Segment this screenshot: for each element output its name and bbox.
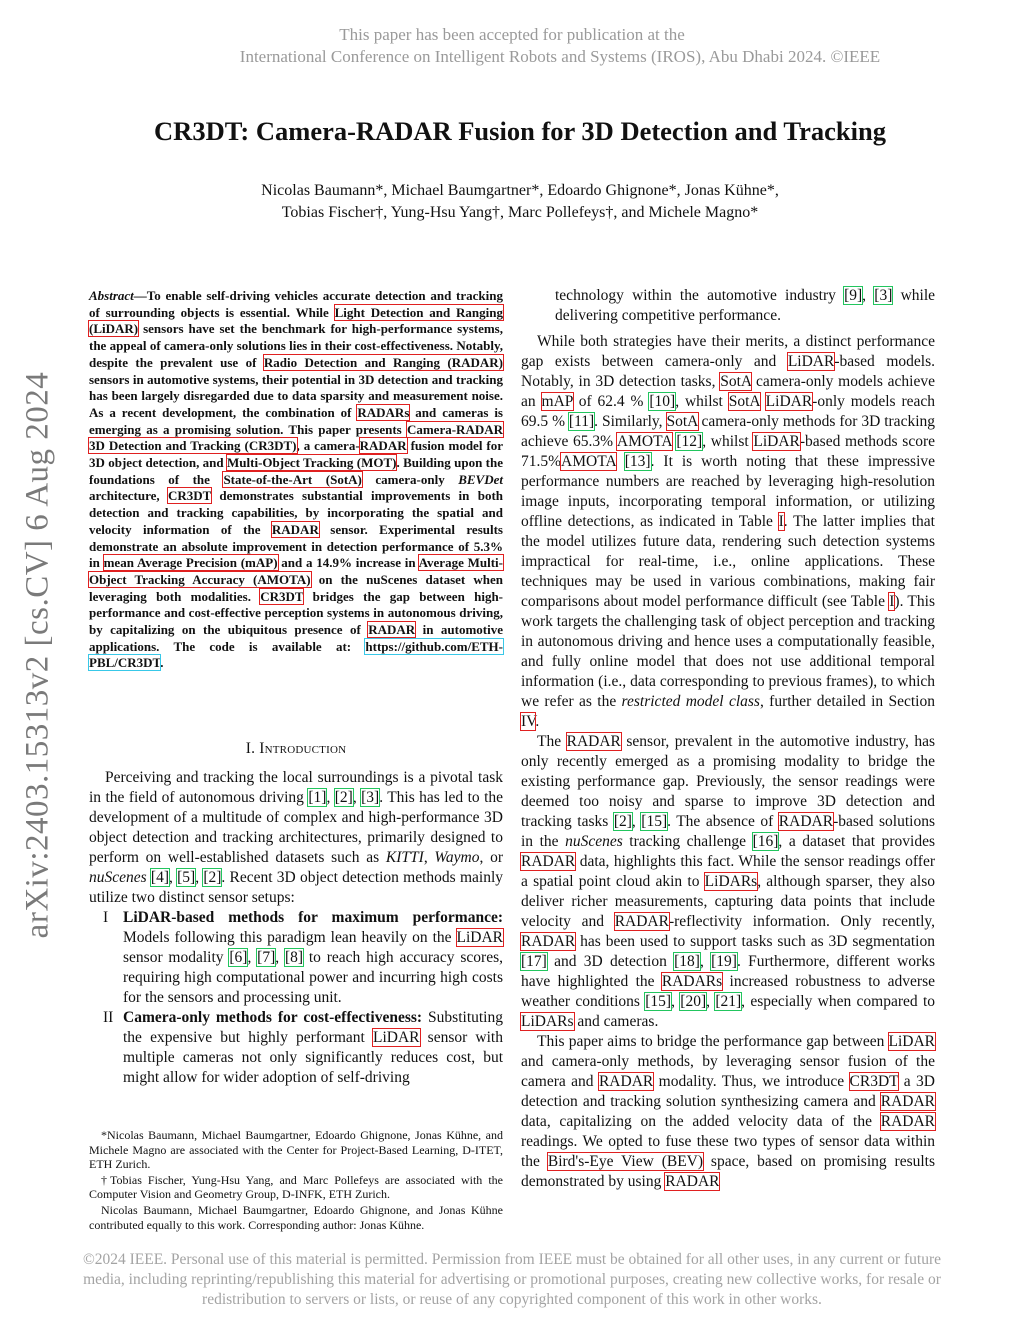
citation-link[interactable]: [21] xyxy=(715,993,742,1010)
citation-link[interactable]: [4] xyxy=(150,869,169,886)
footnote-1: *Nicolas Baumann, Michael Baumgartner, Edoardo Ghignone, Jonas Kühne, and Michele Magno are associated with the Center for Project-Based Learning, D-ITET, ETH Zurich. xyxy=(89,1128,503,1172)
acronym-link[interactable]: RADAR xyxy=(521,933,576,950)
acronym-link[interactable]: LiDAR xyxy=(753,433,800,450)
acronym-link[interactable]: RADAR xyxy=(778,813,834,830)
citation-link[interactable]: [20] xyxy=(680,993,707,1010)
citation-link[interactable]: [3] xyxy=(361,789,380,806)
table-ref-link[interactable]: I xyxy=(889,593,895,610)
author-list xyxy=(0,180,1024,224)
acronym-link[interactable]: RADAR xyxy=(359,438,407,454)
citation-link[interactable]: [9] xyxy=(844,287,863,304)
acronym-link[interactable]: CR3DT xyxy=(167,488,212,504)
acronym-link[interactable]: RADAR xyxy=(368,622,416,638)
intro-body xyxy=(89,768,503,1088)
authors-line1: Nicolas Baumann*, Michael Baumgartner*, Edoardo Ghignone*, Jonas Kühne*, xyxy=(261,182,779,199)
citation-link[interactable]: [16] xyxy=(752,833,779,850)
acronym-link[interactable]: RADAR xyxy=(614,913,669,930)
citation-link[interactable]: [12] xyxy=(676,433,703,450)
acronym-link[interactable]: RADAR xyxy=(598,1073,654,1090)
acronym-link[interactable]: Multi-Object Tracking (MOT) xyxy=(227,455,397,471)
acronym-link[interactable]: LiDAR xyxy=(888,1033,935,1050)
intro-paragraph-1: Perceiving and tracking the local surroundings is a pivotal task in the field of autonomous driving [1], [2], [3]. This has led to the development of a multitude of complex and high-performance 3D object detection and tracking architectures, primarily designed to perform on well-established datasets such as KITTI, Waymo, or nuScenes [4], [5], [2]. Recent 3D object detection methods mainly utilize two distinct sensor setups: xyxy=(89,769,504,906)
acronym-link[interactable]: Average Multi-Object Tracking Accuracy (AMOTA) xyxy=(89,555,503,587)
acronym-link[interactable]: RADAR xyxy=(880,1093,935,1110)
citation-link[interactable]: [7] xyxy=(257,949,276,966)
acronym-link[interactable]: State-of-the-Art (SotA) xyxy=(223,471,362,487)
acronym-link[interactable]: SotA xyxy=(720,373,752,390)
acronym-link[interactable]: Radio Detection and Ranging (RADAR) xyxy=(263,354,503,370)
acronym-link[interactable]: SotA xyxy=(728,393,760,410)
acronym-link[interactable]: RADAR xyxy=(271,521,319,537)
acronym-link[interactable]: LiDAR xyxy=(456,929,503,946)
footnotes xyxy=(89,1128,503,1233)
authors-line2: Tobias Fischer†, Yung-Hsu Yang†, Marc Pollefeys†, and Michele Magno* xyxy=(281,204,759,221)
section-heading-introduction: I. Introduction xyxy=(245,740,347,757)
acronym-link[interactable]: LiDARs xyxy=(704,873,758,890)
paper-title: CR3DT: Camera-RADAR Fusion for 3D Detection and Tracking xyxy=(154,116,886,146)
acronym-link[interactable]: RADARs xyxy=(357,404,410,420)
citation-link[interactable]: [2] xyxy=(334,789,353,806)
list-item: II Camera-only methods for cost-effectiveness: Substituting the expensive but highly performant LiDAR sensor with multiple cameras not only significantly reduces cost, but might allow for wider adoption of self-driving xyxy=(103,1009,503,1086)
citation-link[interactable]: [15] xyxy=(645,993,672,1010)
citation-link[interactable]: [6] xyxy=(229,949,248,966)
acronym-link[interactable]: Light Detection and Ranging (LiDAR) xyxy=(89,304,503,337)
citation-link[interactable]: [13] xyxy=(624,453,651,470)
copyright-line1: ©2024 IEEE. Personal use of this material is permitted. Permission from IEEE must be obtained for all other uses, in any current or future xyxy=(82,1251,942,1268)
citation-link[interactable]: [19] xyxy=(711,953,737,970)
intro-paragraph-3: The RADAR sensor, prevalent in the automotive industry, has only recently emerged as a promising modality to bridge the existing performance gap. Previously, the sensor readings were deemed too noisy and sparse to improve 3D detection and tracking tasks [2], [15]. The absence of RADAR-based solutions in the nuScenes tracking challenge [16], a dataset that provides RADAR data, highlights this fact. While the sensor readings offer a spatial point cloud akin to LiDARs, although sparser, they also deliver richer measurements, capturing data points that include velocity and RADAR-reflectivity information. Only recently, RADAR has been used to support tasks such as 3D segmentation [17] and 3D detection [18], [19]. Furthermore, different works have highlighted the RADARs increased robustness to adverse weather conditions [15], [20], [21], especially when compared to LiDARs and cameras. xyxy=(521,733,936,1030)
copyright-line3: redistribution to servers or lists, or reuse of any copyrighted component of this work in other works. xyxy=(202,1291,822,1308)
acceptance-notice-line2: International Conference on Intelligent Robots and Systems (IROS), Abu Dhabi 2024. ©IEEE xyxy=(239,47,881,66)
citation-link[interactable]: [10] xyxy=(649,393,676,410)
list-item-continuation: technology within the automotive industry [9], [3] while delivering competitive performance. xyxy=(555,287,936,324)
acronym-link[interactable]: SotA xyxy=(666,413,698,430)
acronym-link[interactable]: AMOTA xyxy=(616,433,672,450)
acronym-link[interactable]: RADAR xyxy=(566,733,621,750)
footnote-3: Nicolas Baumann, Michael Baumgartner, Edoardo Ghignone, and Jonas Kühne contributed equally to this work. Corresponding author: Jonas Kühne. xyxy=(89,1202,503,1232)
abstract-lead: Abstract xyxy=(89,288,134,303)
intro-paragraph-2: While both strategies have their merits, a distinct performance gap exists between camera-only and LiDAR-based models. Notably, in 3D detection tasks, SotA camera-only models achieve an mAP of 62.4 % [10], whilst SotA LiDAR-only models reach 69.5 % [11]. Similarly, SotA camera-only methods for 3D tracking achieve 65.3% AMOTA [12], whilst LiDAR-based methods score 71.5%AMOTA [13]. It is worth noting that these impressive performance numbers are reached by leveraging high-resolution image inputs, incorporating temporal information, or utilizing offline detections, as indicated in Table I. The latter implies that the model utilizes future data, rendering such detection systems impractical for real-time, i.e., online applications. These techniques may be used in various combinations, making fair comparisons about model performance difficult (see Table I). This work targets the challenging task of object perception and tracking in autonomous driving and hence uses a computationally feasible, and fully online model that does not use additional temporal information (i.e., data corresponding to previous frames), to which we refer as the restricted model class, further detailed in Section IV. xyxy=(521,333,936,730)
citation-link[interactable]: [18] xyxy=(674,953,700,970)
code-url-link[interactable]: https://github.com/ETH-PBL/CR3DT xyxy=(89,638,503,671)
copyright-line2: media, including reprinting/republishing this material for advertising or promotional purposes, creating new collective works, for resale or xyxy=(83,1271,941,1288)
citation-link[interactable]: [1] xyxy=(308,789,327,806)
sensor-setup-list xyxy=(89,908,503,1088)
acronym-link[interactable]: Camera-RADAR 3D Detection and Tracking (CR3DT) xyxy=(89,421,503,454)
acronym-link[interactable]: Bird's-Eye View (BEV) xyxy=(547,1153,704,1170)
acronym-link[interactable]: RADARs xyxy=(661,973,723,990)
citation-link[interactable]: [17] xyxy=(521,953,547,970)
acronym-link[interactable]: LiDAR xyxy=(373,1029,420,1046)
citation-link[interactable]: [5] xyxy=(177,869,196,886)
footnote-2: †Tobias Fischer, Yung-Hsu Yang, and Marc Pollefeys are associated with the Computer Vision and Geometry Group, D-INFK, ETH Zurich. xyxy=(89,1172,503,1202)
arxiv-identifier: arXiv:2403.15313v2 [cs.CV] 6 Aug 2024 xyxy=(19,371,56,939)
list-item: I LiDAR-based methods for maximum performance: Models following this paradigm lean heavily on the LiDAR sensor modality [6], [7], [8] to reach high accuracy scores, requiring high computational power and incurring high costs for the sensors and processing unit. xyxy=(103,909,503,1006)
acronym-link[interactable]: mAP xyxy=(541,393,573,410)
intro-paragraph-4: This paper aims to bridge the performance gap between LiDAR and camera-only methods, by leveraging sensor fusion of the camera and RADAR modality. Thus, we introduce CR3DT a 3D detection and tracking solution synthesizing camera and RADAR data, capitalizing on the added velocity data of the RADAR readings. We opted to fuse these two types of sensor data within the Bird's-Eye View (BEV) space, based on promising results demonstrated by using RADAR xyxy=(521,1033,936,1190)
citation-link[interactable]: [2] xyxy=(613,813,632,830)
right-column-body xyxy=(521,286,935,1192)
section-ref-link[interactable]: IV xyxy=(521,713,536,730)
acronym-link[interactable]: RADAR xyxy=(521,853,576,870)
citation-link[interactable]: [3] xyxy=(874,287,893,304)
acronym-link[interactable]: LiDARs xyxy=(521,1013,574,1030)
citation-link[interactable]: [2] xyxy=(203,869,222,886)
acronym-link[interactable]: LiDAR xyxy=(765,393,813,410)
table-ref-link[interactable]: I xyxy=(778,513,784,530)
acronym-link[interactable]: AMOTA xyxy=(561,453,616,470)
citation-link[interactable]: [11] xyxy=(568,413,595,430)
acronym-link[interactable]: mean Average Precision (mAP) xyxy=(103,555,278,571)
acronym-link[interactable]: CR3DT xyxy=(260,588,304,604)
citation-link[interactable]: [8] xyxy=(284,949,304,966)
acronym-link[interactable]: RADAR xyxy=(665,1173,720,1190)
acronym-link[interactable]: RADAR xyxy=(880,1113,935,1130)
acronym-link[interactable]: LiDAR xyxy=(787,353,835,370)
citation-link[interactable]: [15] xyxy=(641,813,668,830)
abstract: Abstract—To enable self-driving vehicles accurate detection and tracking of surrounding objects is essential. While Light Detection and Ranging (LiDAR) sensors have set the benchmark for high-performance systems, the appeal of camera-only solutions lies in their cost-effectiveness. Notably, despite the prevalent use of Radio Detection and Ranging (RADAR) sensors in automotive systems, their potential in 3D detection and tracking has been largely disregarded due to data sparsity and measurement noise. As a recent development, the combination of RADARs and cameras is emerging as a promising solution. This paper presents Camera-RADAR 3D Detection and Tracking (CR3DT), a camera-RADAR fusion model for 3D object detection, and Multi-Object Tracking (MOT). Building upon the foundations of the State-of-the-Art (SotA) camera-only BEVDet architecture, CR3DT demonstrates substantial improvements in both detection and tracking capabilities, by incorporating the spatial and velocity information of the RADAR sensor. Experimental results demonstrate an absolute improvement in detection performance of 5.3% in mean Average Precision (mAP) and a 14.9% increase in Average Multi-Object Tracking Accuracy (AMOTA) on the nuScenes dataset when leveraging both modalities. CR3DT bridges the gap between high-performance and cost-effective perception systems in autonomous driving, by capitalizing on the ubiquitous presence of RADAR in automotive applications. The code is available at: https://github.com/ETH-PBL/CR3DT. xyxy=(89,288,504,671)
acceptance-notice-line1: This paper has been accepted for publication at the xyxy=(339,25,685,44)
acronym-link[interactable]: CR3DT xyxy=(849,1073,899,1090)
